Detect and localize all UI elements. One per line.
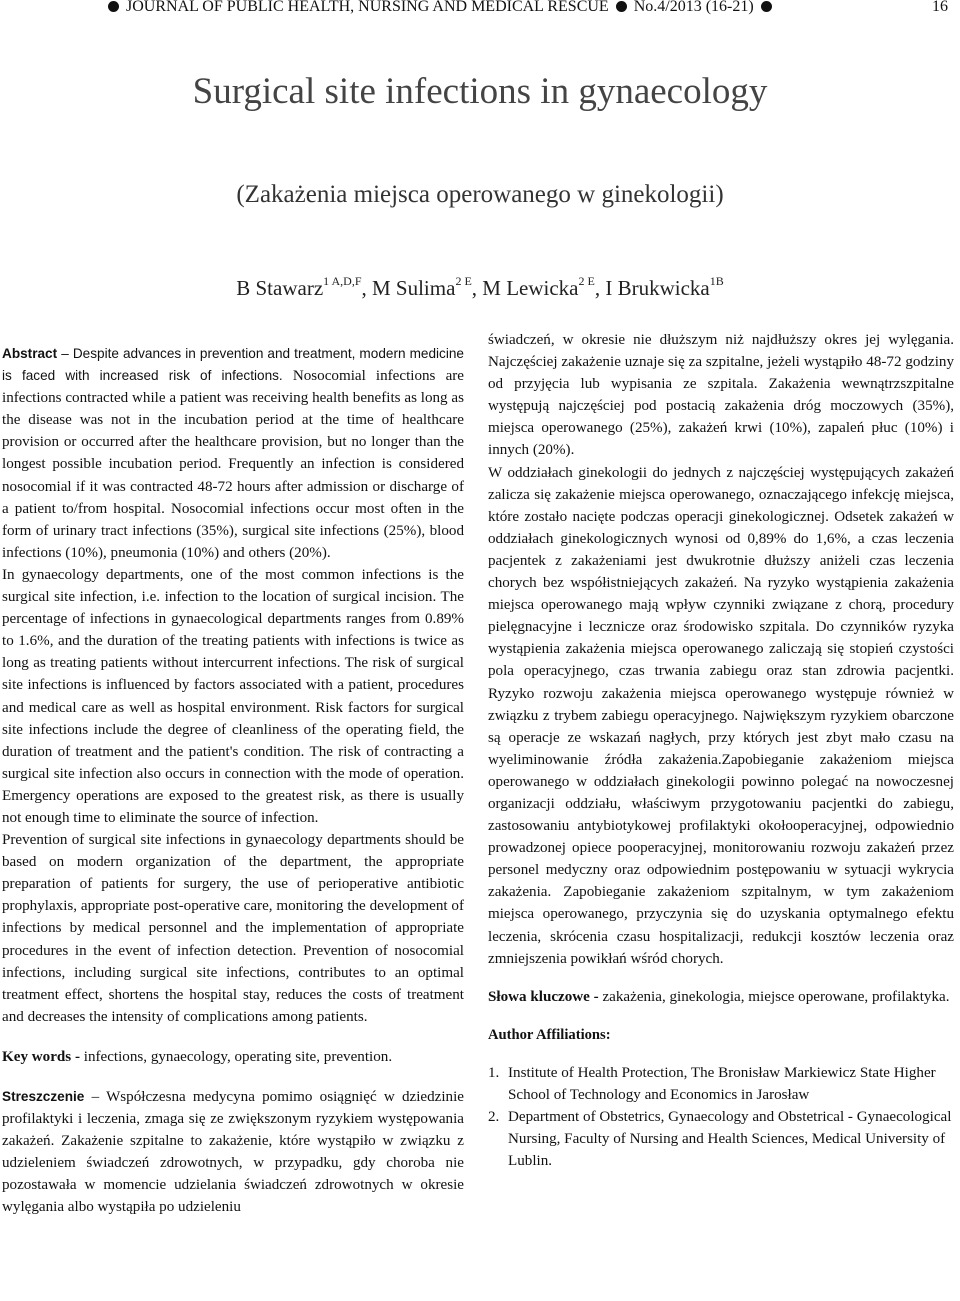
right-column (488, 329, 954, 1172)
author-name: B Stawarz (236, 276, 324, 300)
abstract-paragraph-3: Prevention of surgical site infections in gynaecology departments should be based on modern organization of the department, the appropriate preparation of patients for surgery, the use of perioperative antibiotic prophylaxis, appropriate post-operative care, monitoring the development of infections by medical personnel and the implementation of appropriate procedures in the event of infection detection. Prevention of nosocomial infections, including surgical site infections, contributes to an optimal treatment effect, shortens the hospital stay, reduces the costs of treatment and decreases the intensity of complications among patients. (2, 832, 464, 1025)
slowa-kluczowe-text: zakażenia, ginekologia, miejsce operowane, profilaktyka. (602, 988, 950, 1005)
keywords (2, 1046, 464, 1068)
issue-number: No.4/2013 (16-21) (633, 0, 754, 15)
spacer (2, 1028, 464, 1046)
journal-name: JOURNAL OF PUBLIC HEALTH, NURSING AND MEDICAL RESCUE (126, 0, 609, 15)
running-header (0, 0, 960, 20)
author-separator: , (471, 276, 483, 300)
slowa-kluczowe-label: Słowa kluczowe - (488, 988, 603, 1005)
bullet-icon (616, 1, 627, 12)
slowa-kluczowe (488, 986, 954, 1008)
affiliation-number: 2. (488, 1109, 500, 1126)
author-affiliation-marker: 1B (709, 274, 724, 288)
keywords-text: infections, gynaecology, operating site, prevention. (83, 1048, 393, 1065)
affiliation-item (488, 1062, 954, 1106)
streszczenie-paragraph-2: W oddziałach ginekologii do jednych z najczęściej występujących zakażeń zalicza się zakażenie miejsca operowanego, oznaczającego infekcję miejsca, które zostało nacięte podczas operacji ginekologicznej. Odsetek zakażeń w oddziałach ginekologicznych wynosi od 0,89% do 1,6%, a czas leczenia pacjentek z zakażeniami jest dwukrotnie dłuższy aniżeli czas leczenia chorych bez współistniejących zakażeń. Na ryzyko wystąpienia zakażenia miejsca operowanego mają wpływ czynniki związane z chorą, procedury pielęgnacyjne i lecznicze oraz środowisko szpitala. Do czynników ryzyka wystąpienia zakażenia miejsca operowanego zaliczają się stopień czystości pola operacyjnego, czas trwania zabiegu oraz stan zdrowia pacjentki. Ryzyko rozwoju zakażenia miejsca operowanego występuje również w związku z trybem zabiegu operacyjnego. Największym ryzykiem obarczone są operacje ze wskazań nagłych, przy których jest zbyt mało czasu na wyeliminowanie źródła zakażenia.Zapobieganie zakażeniom miejsca operowanego w oddziałach ginekologii powinno polegać na nowoczesnej organizacji oddziału, właściwym przygotowaniu pacjentki do zabiegu, zastosowaniu antybiotykowej profilaktyki okołooperacyjnej, odpowiednio prowadzonej opiece pooperacyjnej, monitorowaniu rozwoju zakażeń przez personel medyczny oraz odpowiednim postępowaniu w sytuacji wykrycia zakażenia. Zapobieganie zakażeniom szpitalnym, w tym zakażeniom miejsca operowanego, przyczynia się do uzyskania optymalnego efektu leczenia, skrócenia czasu hospitalizacji, redukcji kosztów leczenia oraz zmniejszenia powikłań wśród chorych. (488, 464, 954, 967)
streszczenie-continued: świadczeń, w okresie nie dłuższym niż najdłuższy okres jej wylęgania. Najczęściej zakażenie uznaje się za szpitalne, jeżeli wystąpiło 48-72 godziny od przyjęcia lub wypisania ze szpitala. Zakażenia wewnątrzszpitalne występują najczęściej pod postacią zakażenia dróg moczowych (35%), miejsca operowanego (25%), zakażeń krwi (10%), zapaleń płuc (10%) i innych (20%). (488, 332, 954, 459)
author-list (0, 268, 960, 303)
streszczenie-label: Streszczenie (2, 1089, 85, 1104)
spacer (2, 1068, 464, 1086)
spacer (488, 1008, 954, 1024)
spacer (488, 1046, 954, 1062)
abstract-paragraph (2, 343, 464, 564)
article-title: Surgical site infections in gynaecology (192, 71, 768, 112)
author-name: I Brukwicka (605, 276, 710, 300)
bullet-icon (108, 1, 119, 12)
abstract-paragraph-2: In gynaecology departments, one of the most common infections is the surgical site infection, i.e. infection to the location of surgical incision. The percentage of infections in gynaecological departments ranges from 0.89% to 1.6%, and the duration of the treating patients with infections is twice as long as treating patients without intercurrent infections. The risk of surgical site infections is influenced by factors associated with a patient, procedures and medical care as well as hospital environment. Risk factors for surgical site infections include the degree of cleanliness of the operating field, the duration of treatment and the patient's condition. The risk of contracting a surgical site infection also occurs in connection with the mode of operation. Emergency operations are exposed to the greatest risk, as there is usually not enough time to eliminate the source of infection. (2, 566, 464, 826)
streszczenie-paragraph (2, 1086, 464, 1219)
page-number: 16 (932, 0, 948, 15)
abstract-dash: – (57, 346, 73, 361)
author-separator: , (594, 276, 606, 300)
journal-line (108, 0, 772, 17)
abstract-lead-text: Despite advances in prevention and treatment, modern medicine is faced with increased risk of infections. (2, 346, 464, 384)
streszczenie-text: Współczesna medycyna pomimo osiągnięć w dziedzinie profilaktyki i leczenia, zmaga się ze zwiększonym ryzykiem występowania zakażeń. Zakażenie szpitalne to zakażenie, które wystąpiło w związku z udzieleniem świadczeń zdrowotnych, w przypadku, gdy choroba nie pozostawała w momencie udzielania świadczeń zdrowotnych w okresie wylęgania albo wystąpiła po udzieleniu (2, 1089, 464, 1216)
affiliation-item (488, 1106, 954, 1172)
author-affiliation-marker: 1 A,D,F (323, 274, 362, 288)
left-column (2, 343, 464, 1219)
article-subtitle: (Zakażenia miejsca operowanego w ginekologii) (236, 181, 724, 208)
author-affiliation-marker: 2 E (578, 274, 595, 288)
abstract-label: Abstract (2, 346, 58, 361)
author-name: M Lewicka (482, 276, 579, 300)
affiliation-number: 1. (488, 1064, 500, 1081)
affiliation-text: Institute of Health Protection, The Bronisław Markiewicz State Higher School of Technology and Economics in Jarosław (508, 1064, 936, 1103)
author-separator: , (361, 276, 372, 300)
author-name: M Sulima (372, 276, 456, 300)
affiliation-text: Department of Obstetrics, Gynaecology and Obstetrical - Gynaecological Nursing, Faculty of Nursing and Health Sciences, Medical University of Lublin. (508, 1109, 952, 1170)
abstract-text: Nosocomial infections are infections contracted while a patient was receiving health benefits as long as the disease was not in the incubation period at the time of healthcare provision or occurred after the healthcare provision, but no longer than the longest possible incubation period. Frequently an infection is considered nosocomial if it was contracted 48-72 hours after admission or discharge of a patient to/from hospital. Nosocomial infections occur most often in the form of urinary tract infections (35%), surgical site infections (25%), blood infections (10%), pneumonia (10%) and others (20%). (2, 368, 464, 561)
bullet-icon (761, 1, 772, 12)
streszczenie-dash: – (84, 1089, 107, 1105)
affiliations-heading: Author Affiliations: (488, 1026, 611, 1043)
affiliations-list (488, 1062, 954, 1172)
author-affiliation-marker: 2 E (455, 274, 472, 288)
keywords-label: Key words - (2, 1048, 84, 1065)
spacer (488, 970, 954, 986)
